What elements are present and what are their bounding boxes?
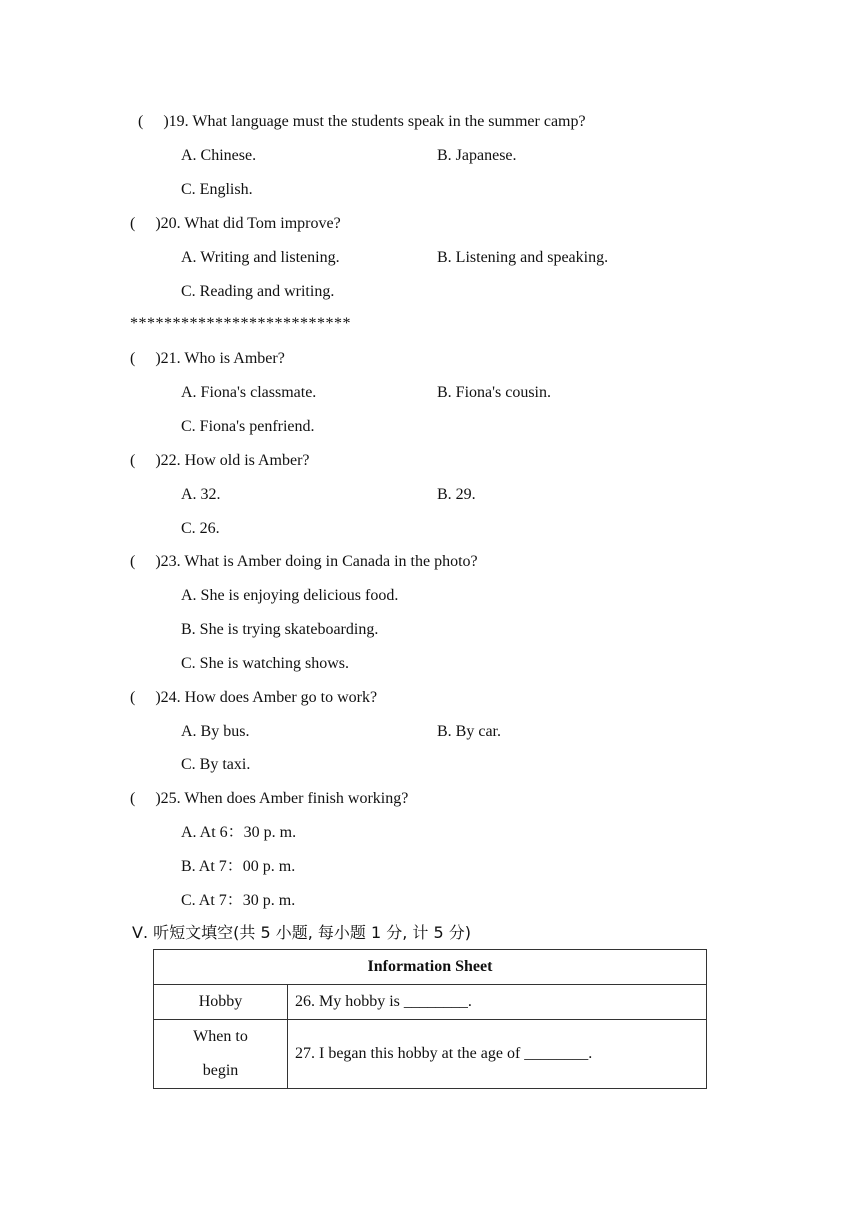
question-19: ( )19. What language must the students speak in the summer camp? (138, 113, 586, 130)
q20-option-a: A. Writing and listening. (181, 249, 340, 266)
q19-option-c: C. English. (181, 181, 253, 198)
q22-option-c: C. 26. (181, 520, 220, 537)
table-row (154, 1020, 707, 1089)
question-23: ( )23. What is Amber doing in Canada in the photo? (130, 553, 478, 570)
question-20: ( )20. What did Tom improve? (130, 215, 341, 232)
q23-option-c: C. She is watching shows. (181, 655, 349, 672)
separator-stars: ************************** (130, 315, 351, 332)
section-5-heading: Ⅴ. 听短文填空(共 5 小题, 每小题 1 分, 计 5 分) (132, 923, 472, 942)
q22-option-a: A. 32. (181, 486, 221, 503)
q23-option-a: A. She is enjoying delicious food. (181, 587, 399, 604)
q20-option-b: B. Listening and speaking. (437, 249, 609, 266)
q21-option-c: C. Fiona's penfriend. (181, 418, 315, 435)
information-sheet-title: Information Sheet (154, 950, 707, 985)
table-header-row (154, 950, 707, 985)
question-22: ( )22. How old is Amber? (130, 452, 310, 469)
row-label-hobby: Hobby (154, 985, 288, 1020)
q21-option-a: A. Fiona's classmate. (181, 384, 317, 401)
q24-option-b: B. By car. (437, 723, 501, 740)
row-content-26: 26. My hobby is ________. (288, 985, 707, 1020)
row-content-27: 27. I began this hobby at the age of ________. (288, 1020, 707, 1089)
q21-option-b: B. Fiona's cousin. (437, 384, 551, 401)
information-sheet-table (153, 949, 707, 1089)
q19-option-a: A. Chinese. (181, 147, 257, 164)
q25-option-a: A. At 6：30 p. m. (181, 824, 297, 841)
q19-option-b: B. Japanese. (437, 147, 517, 164)
q20-option-c: C. Reading and writing. (181, 283, 335, 300)
q25-option-c: C. At 7：30 p. m. (181, 892, 296, 909)
row-label-line1: When to (193, 1028, 248, 1045)
q22-option-b: B. 29. (437, 486, 476, 503)
question-25: ( )25. When does Amber finish working? (130, 790, 409, 807)
q23-option-b: B. She is trying skateboarding. (181, 621, 379, 638)
q24-option-c: C. By taxi. (181, 756, 251, 773)
table-row (154, 985, 707, 1020)
question-21: ( )21. Who is Amber? (130, 350, 285, 367)
q24-option-a: A. By bus. (181, 723, 250, 740)
row-label-line2: begin (202, 1062, 239, 1079)
question-24: ( )24. How does Amber go to work? (130, 689, 378, 706)
q25-option-b: B. At 7：00 p. m. (181, 858, 296, 875)
row-label-when-to-begin (154, 1020, 288, 1089)
